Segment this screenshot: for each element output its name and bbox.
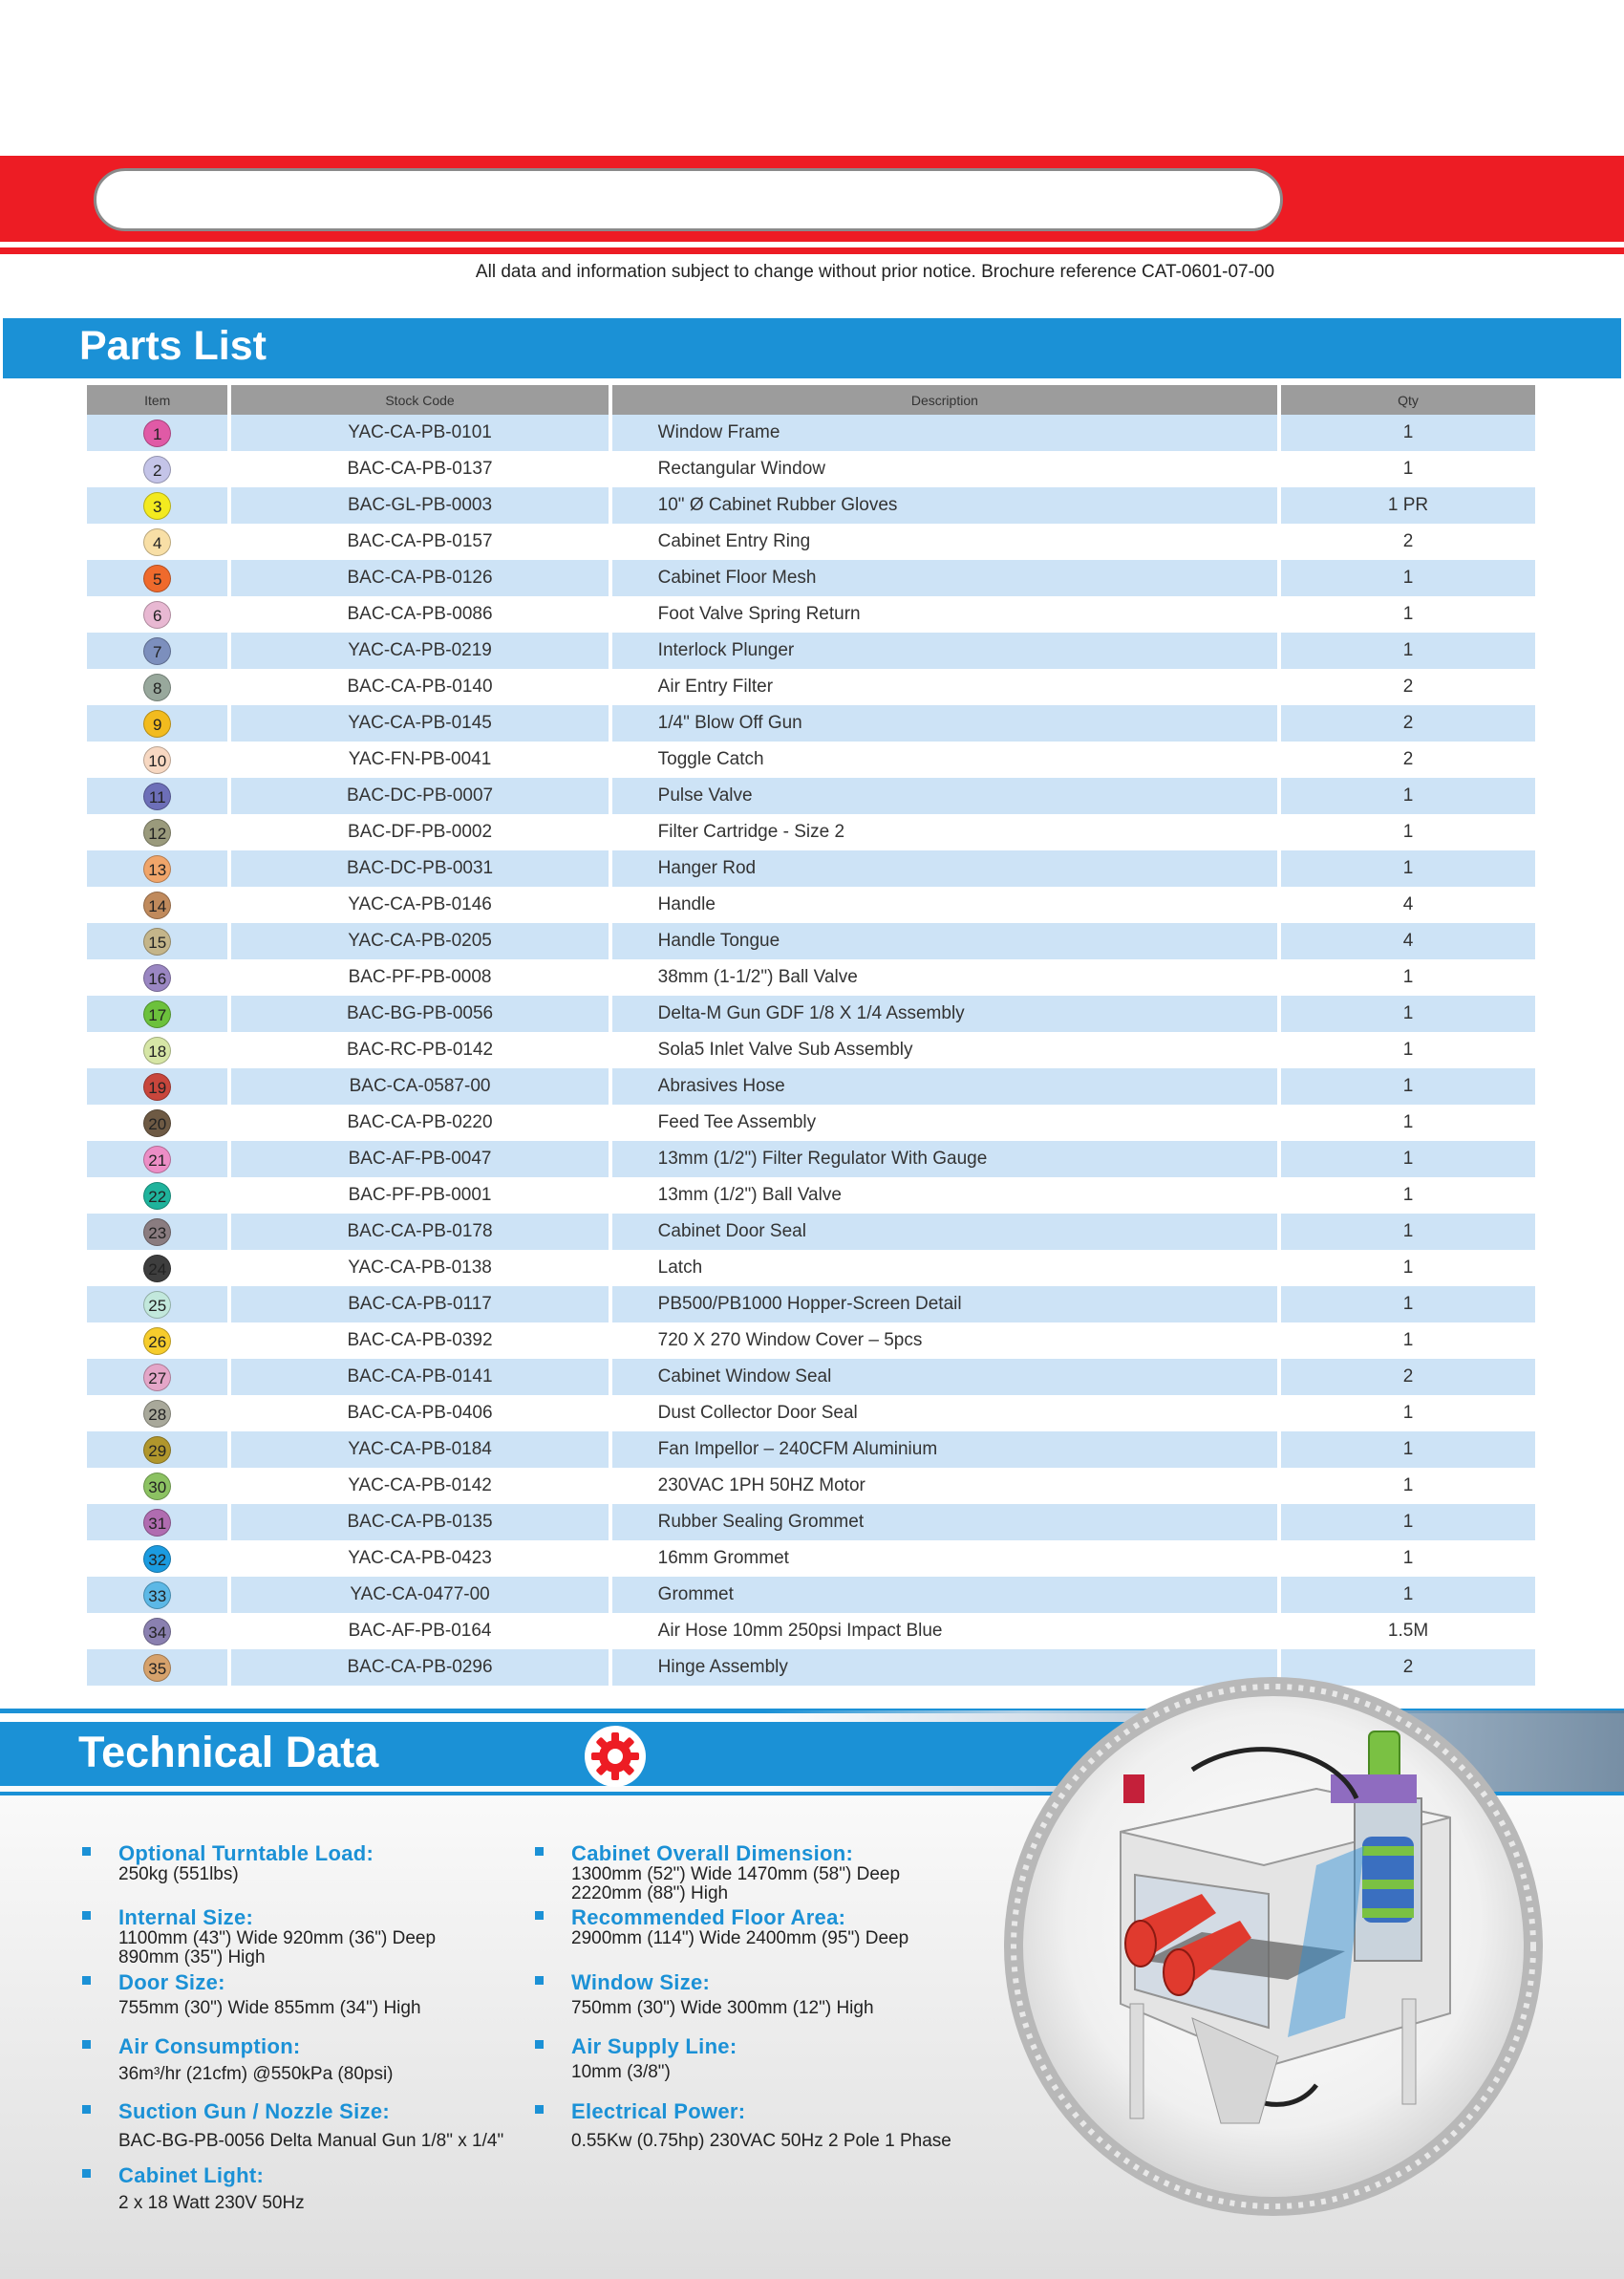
parts-list-title: Parts List: [79, 323, 267, 369]
spec-window-size: [571, 1971, 1011, 2018]
filter-band: [1362, 1908, 1414, 1918]
table-row: [87, 633, 1535, 669]
stock-code-cell: BAC-CA-PB-0135: [231, 1504, 608, 1540]
qty-cell: 1: [1281, 1577, 1535, 1613]
table-row: [87, 1613, 1535, 1649]
description-cell: Sola5 Inlet Valve Sub Assembly: [612, 1032, 1277, 1068]
item-cell: [87, 705, 227, 742]
spec-value: 10mm (3/8"): [571, 2062, 671, 2082]
description-cell: Grommet: [612, 1577, 1277, 1613]
disclaimer-notice: [0, 262, 1624, 283]
header-red-stripe: [0, 247, 1624, 254]
header-qty: Qty: [1281, 385, 1535, 415]
qty-cell: 1: [1281, 1068, 1535, 1105]
item-cell: [87, 850, 227, 887]
table-row: [87, 1250, 1535, 1286]
spec-suction-gun: [118, 2100, 558, 2151]
stock-code-cell: BAC-CA-PB-0406: [231, 1395, 608, 1431]
spec-value: 2 x 18 Watt 230V 50Hz: [118, 2193, 305, 2213]
item-cell: [87, 596, 227, 633]
item-number-badge: 3: [143, 492, 171, 520]
spec-value: 1100mm (43") Wide 920mm (36") Deep: [118, 1928, 437, 1948]
stock-code-cell: YAC-CA-PB-0142: [231, 1468, 608, 1504]
qty-cell: 1: [1281, 778, 1535, 814]
qty-cell: 1: [1281, 959, 1535, 996]
item-cell: [87, 814, 227, 850]
item-cell: [87, 923, 227, 959]
item-cell: [87, 1649, 227, 1686]
description-cell: Latch: [612, 1250, 1277, 1286]
qty-cell: 1: [1281, 814, 1535, 850]
header-title-pill: [94, 168, 1283, 231]
table-row: [87, 959, 1535, 996]
description-cell: Handle Tongue: [612, 923, 1277, 959]
parts-table-body: [87, 415, 1535, 1686]
item-cell: [87, 1068, 227, 1105]
stock-code-cell: YAC-CA-PB-0138: [231, 1250, 608, 1286]
spec-overall-dimension: [571, 1842, 1011, 1903]
description-cell: 230VAC 1PH 50HZ Motor: [612, 1468, 1277, 1504]
bullet-icon: [535, 2040, 544, 2049]
stock-code-cell: BAC-AF-PB-0164: [231, 1613, 608, 1649]
qty-cell: 1: [1281, 1431, 1535, 1468]
qty-cell: 1: [1281, 1105, 1535, 1141]
spec-value: 250kg (551lbs): [118, 1864, 239, 1884]
stock-code-cell: BAC-PF-PB-0008: [231, 959, 608, 996]
table-row: [87, 778, 1535, 814]
qty-cell: 2: [1281, 742, 1535, 778]
item-number-badge: 27: [143, 1364, 171, 1391]
spec-label: Recommended Floor Area:: [571, 1905, 846, 1929]
header-stock-code: Stock Code: [231, 385, 608, 415]
item-number-badge: 31: [143, 1509, 171, 1537]
item-number-badge: 5: [143, 565, 171, 592]
item-cell: [87, 1105, 227, 1141]
stock-code-cell: BAC-DC-PB-0031: [231, 850, 608, 887]
item-number-badge: 9: [143, 710, 171, 738]
qty-cell: 1.5M: [1281, 1613, 1535, 1649]
spec-label: Optional Turntable Load:: [118, 1841, 374, 1865]
item-cell: [87, 1431, 227, 1468]
description-cell: Delta-M Gun GDF 1/8 X 1/4 Assembly: [612, 996, 1277, 1032]
qty-cell: 1: [1281, 1141, 1535, 1177]
header-item: Item: [87, 385, 227, 415]
stock-code-cell: BAC-CA-PB-0117: [231, 1286, 608, 1322]
spec-cabinet-light: [118, 2164, 558, 2213]
qty-cell: 1: [1281, 996, 1535, 1032]
item-cell: [87, 487, 227, 524]
spec-label: Cabinet Overall Dimension:: [571, 1841, 854, 1865]
item-cell: [87, 887, 227, 923]
description-cell: PB500/PB1000 Hopper-Screen Detail: [612, 1286, 1277, 1322]
qty-cell: 1: [1281, 1286, 1535, 1322]
table-row: [87, 1214, 1535, 1250]
description-cell: 38mm (1-1/2") Ball Valve: [612, 959, 1277, 996]
item-number-badge: 26: [143, 1327, 171, 1355]
table-row: [87, 1322, 1535, 1359]
item-number-badge: 18: [143, 1037, 171, 1064]
table-row: [87, 1395, 1535, 1431]
item-cell: [87, 1395, 227, 1431]
bullet-icon: [82, 2169, 91, 2178]
table-row: [87, 487, 1535, 524]
stock-code-cell: YAC-CA-PB-0101: [231, 415, 608, 451]
description-cell: Dust Collector Door Seal: [612, 1395, 1277, 1431]
stock-code-cell: YAC-CA-PB-0146: [231, 887, 608, 923]
glove-port-right: [1164, 1949, 1194, 1995]
stock-code-cell: BAC-BG-PB-0056: [231, 996, 608, 1032]
qty-cell: 1: [1281, 850, 1535, 887]
qty-cell: 2: [1281, 524, 1535, 560]
table-row: [87, 887, 1535, 923]
description-cell: Handle: [612, 887, 1277, 923]
table-row: [87, 1431, 1535, 1468]
table-row: [87, 1105, 1535, 1141]
stock-code-cell: YAC-CA-PB-0184: [231, 1431, 608, 1468]
spec-value: 890mm (35") High: [118, 1947, 266, 1967]
item-cell: [87, 996, 227, 1032]
item-cell: [87, 1504, 227, 1540]
filter-band: [1362, 1880, 1414, 1889]
item-cell: [87, 1322, 227, 1359]
item-number-badge: 30: [143, 1473, 171, 1500]
spec-value: 0.55Kw (0.75hp) 230VAC 50Hz 2 Pole 1 Phase: [571, 2131, 951, 2151]
bullet-icon: [82, 1847, 91, 1856]
item-number-badge: 25: [143, 1291, 171, 1319]
table-row: [87, 1032, 1535, 1068]
description-cell: 10" Ø Cabinet Rubber Gloves: [612, 487, 1277, 524]
item-number-badge: 22: [143, 1182, 171, 1210]
table-row: [87, 415, 1535, 451]
item-number-badge: 10: [143, 746, 171, 774]
description-cell: Toggle Catch: [612, 742, 1277, 778]
spec-label: Suction Gun / Nozzle Size:: [118, 2099, 391, 2123]
item-number-badge: 34: [143, 1618, 171, 1645]
item-number-badge: 7: [143, 637, 171, 665]
stock-code-cell: BAC-GL-PB-0003: [231, 487, 608, 524]
table-row: [87, 524, 1535, 560]
qty-cell: 1: [1281, 1250, 1535, 1286]
item-number-badge: 2: [143, 456, 171, 484]
item-cell: [87, 1468, 227, 1504]
spec-value: 2220mm (88") High: [571, 1883, 729, 1903]
item-cell: [87, 1613, 227, 1649]
item-cell: [87, 560, 227, 596]
item-cell: [87, 1286, 227, 1322]
item-cell: [87, 1032, 227, 1068]
item-number-badge: 24: [143, 1255, 171, 1282]
description-cell: Pulse Valve: [612, 778, 1277, 814]
stock-code-cell: YAC-CA-PB-0205: [231, 923, 608, 959]
cabinet-leg: [1130, 2004, 1143, 2118]
item-cell: [87, 959, 227, 996]
stock-code-cell: BAC-CA-PB-0296: [231, 1649, 608, 1686]
item-cell: [87, 451, 227, 487]
stock-code-cell: BAC-CA-PB-0141: [231, 1359, 608, 1395]
light-switch-box: [1123, 1774, 1144, 1803]
bullet-icon: [535, 1976, 544, 1985]
item-cell: [87, 1540, 227, 1577]
item-number-badge: 16: [143, 964, 171, 992]
item-number-badge: 19: [143, 1073, 171, 1101]
description-cell: Interlock Plunger: [612, 633, 1277, 669]
qty-cell: 1: [1281, 1504, 1535, 1540]
item-cell: [87, 1250, 227, 1286]
item-cell: [87, 669, 227, 705]
description-cell: Rectangular Window: [612, 451, 1277, 487]
description-cell: 720 X 270 Window Cover – 5pcs: [612, 1322, 1277, 1359]
stock-code-cell: YAC-CA-PB-0145: [231, 705, 608, 742]
header-description: Description: [612, 385, 1277, 415]
table-row: [87, 1540, 1535, 1577]
spec-turntable-load: [118, 1842, 558, 1884]
description-cell: Hanger Rod: [612, 850, 1277, 887]
description-cell: Rubber Sealing Grommet: [612, 1504, 1277, 1540]
spec-value: 36m³/hr (21cfm) @550kPa (80psi): [118, 2064, 394, 2084]
spec-value: 2900mm (114") Wide 2400mm (95") Deep: [571, 1928, 909, 1948]
technical-data-title: Technical Data: [78, 1728, 379, 1776]
table-row: [87, 1504, 1535, 1540]
stock-code-cell: BAC-DC-PB-0007: [231, 778, 608, 814]
item-cell: [87, 633, 227, 669]
stock-code-cell: BAC-CA-PB-0392: [231, 1322, 608, 1359]
spec-door-size: [118, 1971, 558, 2018]
item-number-badge: 11: [143, 783, 171, 810]
table-row: [87, 705, 1535, 742]
item-number-badge: 32: [143, 1545, 171, 1573]
bullet-icon: [535, 1911, 544, 1920]
table-row: [87, 996, 1535, 1032]
item-number-badge: 17: [143, 1000, 171, 1028]
stock-code-cell: YAC-CA-PB-0219: [231, 633, 608, 669]
spec-label: Internal Size:: [118, 1905, 254, 1929]
stock-code-cell: BAC-PF-PB-0001: [231, 1177, 608, 1214]
spec-value: 750mm (30") Wide 300mm (12") High: [571, 1998, 874, 2018]
notice-text: All data and information subject to change without prior notice. Brochure reference: [475, 262, 1137, 282]
item-number-badge: 35: [143, 1654, 171, 1682]
qty-cell: 2: [1281, 1359, 1535, 1395]
stock-code-cell: BAC-CA-PB-0140: [231, 669, 608, 705]
item-cell: [87, 1214, 227, 1250]
qty-cell: 1: [1281, 415, 1535, 451]
stock-code-cell: BAC-CA-PB-0086: [231, 596, 608, 633]
description-cell: Cabinet Window Seal: [612, 1359, 1277, 1395]
spec-label: Door Size:: [118, 1970, 225, 1994]
table-row: [87, 451, 1535, 487]
spec-label: Cabinet Light:: [118, 2163, 265, 2187]
qty-cell: 4: [1281, 887, 1535, 923]
bullet-icon: [82, 2040, 91, 2049]
parts-list-banner: [3, 318, 1621, 378]
spec-value: 755mm (30") Wide 855mm (34") High: [118, 1998, 421, 2018]
description-cell: Window Frame: [612, 415, 1277, 451]
spec-label: Window Size:: [571, 1970, 711, 1994]
table-row: [87, 850, 1535, 887]
bullet-icon: [82, 2105, 91, 2114]
filter-band: [1362, 1846, 1414, 1856]
description-cell: Feed Tee Assembly: [612, 1105, 1277, 1141]
spec-label: Air Supply Line:: [571, 2034, 737, 2058]
description-cell: Abrasives Hose: [612, 1068, 1277, 1105]
item-number-badge: 20: [143, 1109, 171, 1137]
table-row: [87, 742, 1535, 778]
item-number-badge: 23: [143, 1218, 171, 1246]
qty-cell: 1: [1281, 1540, 1535, 1577]
description-cell: 13mm (1/2") Ball Valve: [612, 1177, 1277, 1214]
description-cell: Filter Cartridge - Size 2: [612, 814, 1277, 850]
description-cell: Air Hose 10mm 250psi Impact Blue: [612, 1613, 1277, 1649]
table-row: [87, 1468, 1535, 1504]
description-cell: Foot Valve Spring Return: [612, 596, 1277, 633]
description-cell: Cabinet Floor Mesh: [612, 560, 1277, 596]
stock-code-cell: BAC-DF-PB-0002: [231, 814, 608, 850]
description-cell: Hinge Assembly: [612, 1649, 1277, 1686]
table-row: [87, 1286, 1535, 1322]
table-row: [87, 1177, 1535, 1214]
item-number-badge: 4: [143, 528, 171, 556]
stock-code-cell: BAC-CA-PB-0126: [231, 560, 608, 596]
spec-internal-size: [118, 1906, 558, 1967]
item-number-badge: 29: [143, 1436, 171, 1464]
parts-table: [83, 385, 1539, 1686]
description-cell: Air Entry Filter: [612, 669, 1277, 705]
item-cell: [87, 1141, 227, 1177]
table-row: [87, 1068, 1535, 1105]
table-row: [87, 814, 1535, 850]
qty-cell: 2: [1281, 705, 1535, 742]
stock-code-cell: BAC-RC-PB-0142: [231, 1032, 608, 1068]
item-number-badge: 14: [143, 892, 171, 919]
bullet-icon: [82, 1976, 91, 1985]
description-cell: 1/4" Blow Off Gun: [612, 705, 1277, 742]
blast-cabinet-illustration: [1001, 1674, 1546, 2219]
stock-code-cell: YAC-FN-PB-0041: [231, 742, 608, 778]
spec-label: Air Consumption:: [118, 2034, 301, 2058]
qty-cell: 2: [1281, 669, 1535, 705]
gear-icon: [583, 1724, 648, 1789]
stock-code-cell: YAC-CA-PB-0423: [231, 1540, 608, 1577]
item-cell: [87, 1577, 227, 1613]
item-cell: [87, 524, 227, 560]
qty-cell: 1: [1281, 1032, 1535, 1068]
item-cell: [87, 1359, 227, 1395]
table-row: [87, 669, 1535, 705]
qty-cell: 1: [1281, 1177, 1535, 1214]
description-cell: Cabinet Entry Ring: [612, 524, 1277, 560]
stock-code-cell: BAC-AF-PB-0047: [231, 1141, 608, 1177]
spec-air-supply: [571, 2035, 1011, 2082]
table-row: [87, 923, 1535, 959]
item-number-badge: 6: [143, 601, 171, 629]
spec-air-consumption: [118, 2035, 558, 2084]
spec-floor-area: [571, 1906, 1011, 1948]
glove-port-left: [1125, 1921, 1156, 1967]
description-cell: Cabinet Door Seal: [612, 1214, 1277, 1250]
spec-label: Electrical Power:: [571, 2099, 746, 2123]
item-cell: [87, 1177, 227, 1214]
table-row: [87, 1359, 1535, 1395]
description-cell: 13mm (1/2") Filter Regulator With Gauge: [612, 1141, 1277, 1177]
qty-cell: 1: [1281, 633, 1535, 669]
item-cell: [87, 778, 227, 814]
bullet-icon: [535, 1847, 544, 1856]
description-cell: 16mm Grommet: [612, 1540, 1277, 1577]
item-number-badge: 33: [143, 1581, 171, 1609]
item-number-badge: 21: [143, 1146, 171, 1173]
stock-code-cell: BAC-CA-PB-0220: [231, 1105, 608, 1141]
table-row: [87, 560, 1535, 596]
qty-cell: 1: [1281, 1214, 1535, 1250]
bullet-icon: [535, 2105, 544, 2114]
stock-code-cell: BAC-CA-PB-0137: [231, 451, 608, 487]
qty-cell: 2: [1281, 1649, 1535, 1686]
brochure-reference: CAT-0601-07-00: [1142, 262, 1275, 282]
cabinet-leg: [1402, 1999, 1416, 2104]
parts-table-header: [87, 385, 1535, 415]
item-number-badge: 1: [143, 419, 171, 447]
item-number-badge: 13: [143, 855, 171, 883]
item-cell: [87, 415, 227, 451]
stock-code-cell: BAC-CA-0587-00: [231, 1068, 608, 1105]
qty-cell: 1: [1281, 451, 1535, 487]
qty-cell: 1: [1281, 1468, 1535, 1504]
stock-code-cell: YAC-CA-0477-00: [231, 1577, 608, 1613]
qty-cell: 1: [1281, 596, 1535, 633]
qty-cell: 1: [1281, 1322, 1535, 1359]
item-number-badge: 8: [143, 674, 171, 701]
qty-cell: 1: [1281, 560, 1535, 596]
qty-cell: 1 PR: [1281, 487, 1535, 524]
table-row: [87, 1577, 1535, 1613]
item-number-badge: 28: [143, 1400, 171, 1428]
qty-cell: 1: [1281, 1395, 1535, 1431]
spec-electrical-power: [571, 2100, 1011, 2151]
item-cell: [87, 742, 227, 778]
stock-code-cell: BAC-CA-PB-0157: [231, 524, 608, 560]
table-row: [87, 596, 1535, 633]
item-number-badge: 15: [143, 928, 171, 956]
qty-cell: 4: [1281, 923, 1535, 959]
description-cell: Fan Impellor – 240CFM Aluminium: [612, 1431, 1277, 1468]
table-row: [87, 1141, 1535, 1177]
stock-code-cell: BAC-CA-PB-0178: [231, 1214, 608, 1250]
spec-value: BAC-BG-PB-0056 Delta Manual Gun 1/8" x 1/4": [118, 2131, 504, 2151]
spec-value: 1300mm (52") Wide 1470mm (58") Deep: [571, 1864, 901, 1884]
bullet-icon: [82, 1911, 91, 1920]
item-number-badge: 12: [143, 819, 171, 847]
